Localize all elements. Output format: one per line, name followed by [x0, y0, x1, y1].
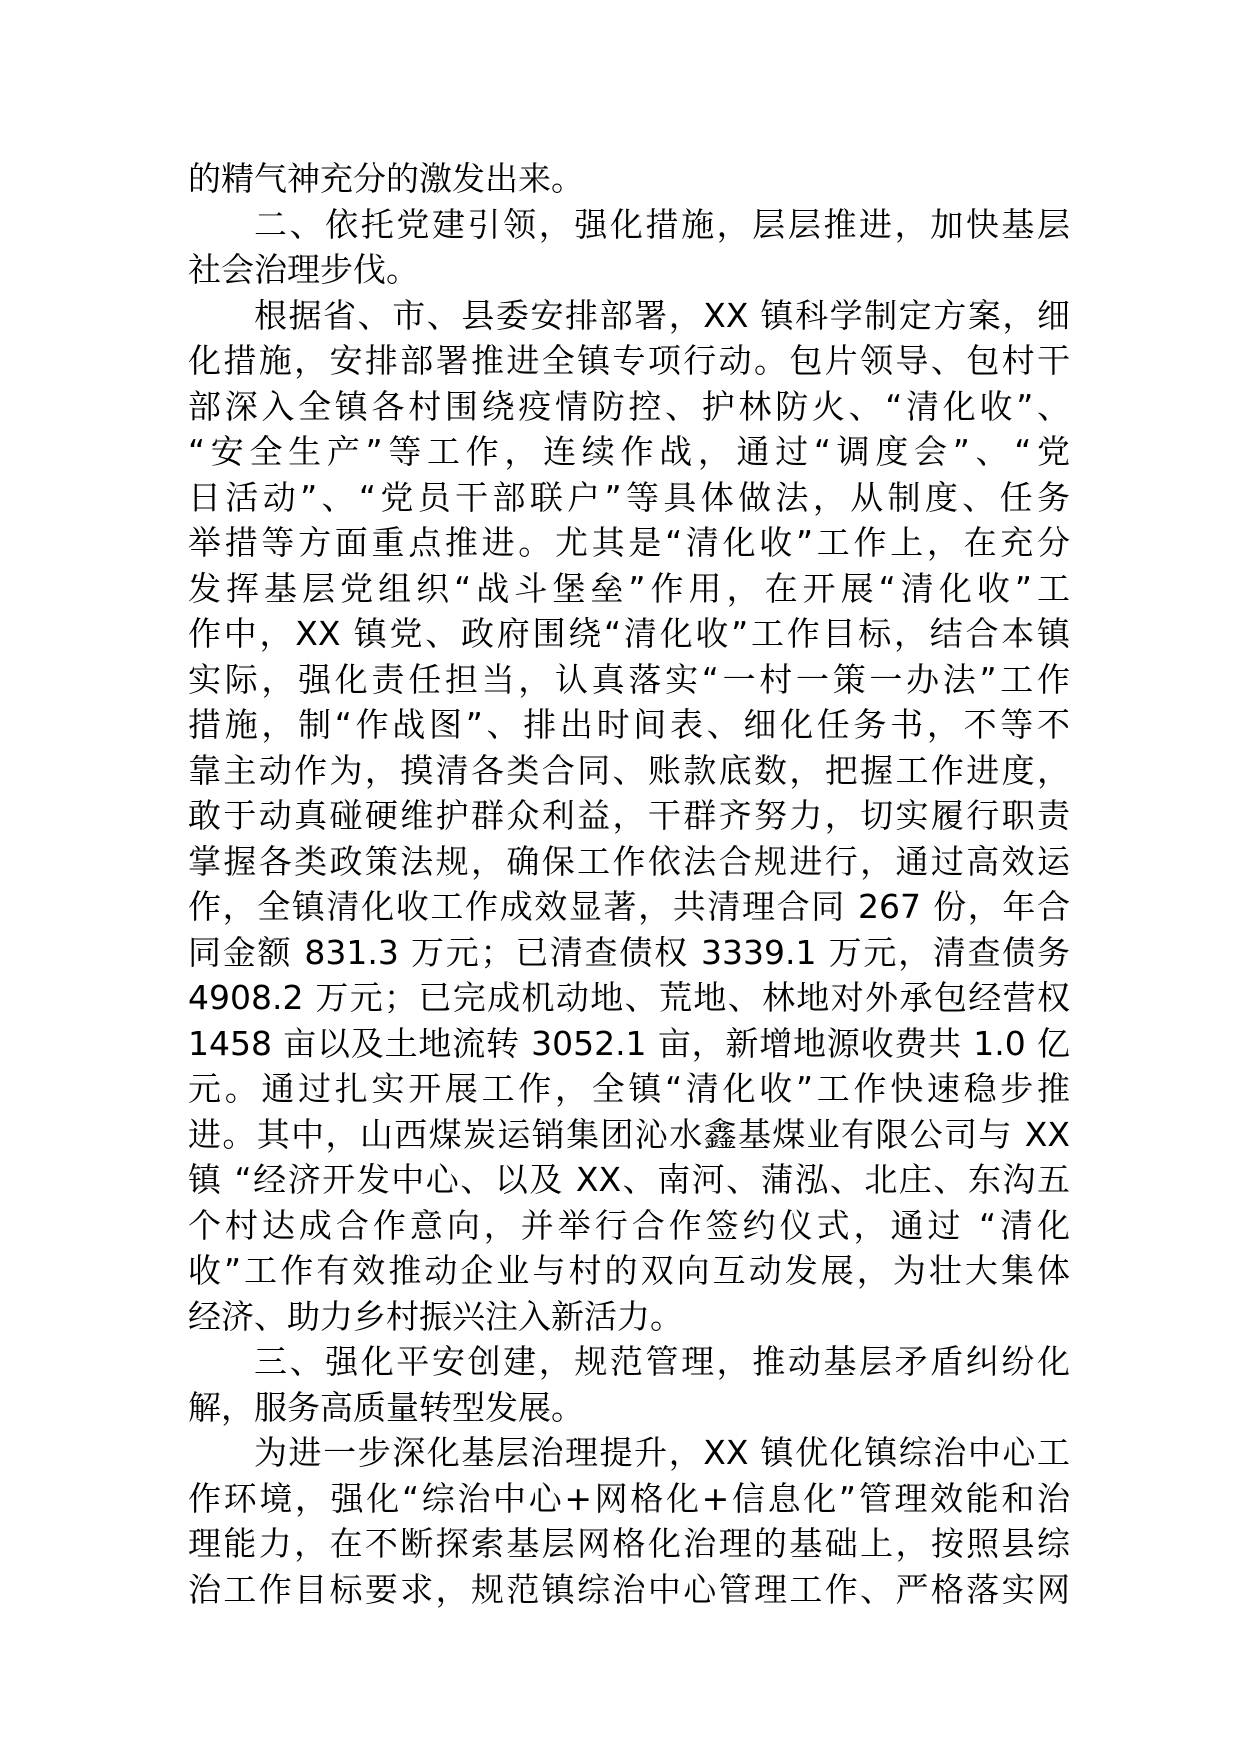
- text-line: “安全生产”等工作，连续作战，通过“调度会”、“党: [188, 432, 1070, 471]
- text-line: 经济、助力乡村振兴注入新活力。: [188, 1296, 683, 1336]
- text-line: 解，服务高质量转型发展。: [188, 1387, 584, 1427]
- text-line: 收”工作有效推动企业与村的双向互动发展，为壮大集体: [188, 1251, 1070, 1290]
- text-line: 4908.2 万元；已完成机动地、荒地、林地对外承包经营权: [188, 978, 1070, 1017]
- text-line: 二、依托党建引领，强化措施，层层推进，加快基层: [254, 204, 1070, 244]
- text-line: 靠主动作为，摸清各类合同、账款底数，把握工作进度，: [188, 750, 1070, 790]
- document-body-text: [188, 156, 1070, 1612]
- text-line: 社会治理步伐。: [188, 250, 419, 289]
- text-line: 治工作目标要求，规范镇综治中心管理工作、严格落实网: [188, 1569, 1070, 1609]
- text-line: 作，全镇清化收工作成效显著，共清理合同 267 份，年合: [188, 887, 1070, 926]
- text-line: 根据省、市、县委安排部署，XX 镇科学制定方案，细: [254, 295, 1070, 335]
- text-line: 措施，制“作战图”、排出时间表、细化任务书，不等不: [188, 705, 1070, 744]
- text-line: 个村达成合作意向，并举行合作签约仪式，通过 “清化: [188, 1205, 1070, 1245]
- text-line: 作中，XX 镇党、政府围绕“清化收”工作目标，结合本镇: [188, 614, 1070, 653]
- text-line: 化措施，安排部署推进全镇专项行动。包片领导、包村干: [188, 341, 1070, 380]
- text-line: 掌握各类政策法规，确保工作依法合规进行，通过高效运: [188, 841, 1070, 881]
- text-line: 实际，强化责任担当，认真落实“一村一策一办法”工作: [188, 659, 1070, 699]
- text-line: 同金额 831.3 万元；已清查债权 3339.1 万元，清查债务: [188, 932, 1070, 972]
- text-line: 日活动”、“党员干部联户”等具体做法，从制度、任务: [188, 477, 1070, 517]
- text-line: 部深入全镇各村围绕疫情防控、护林防火、“清化收”、: [188, 386, 1070, 426]
- text-line: 作环境，强化“综治中心+网格化+信息化”管理效能和治: [188, 1478, 1070, 1518]
- text-line: 敢于动真碰硬维护群众利益，干群齐努力，切实履行职责: [188, 796, 1070, 835]
- text-line: 进。其中，山西煤炭运销集团沁水鑫基煤业有限公司与 XX: [188, 1114, 1070, 1154]
- text-line: 发挥基层党组织“战斗堡垒”作用，在开展“清化收”工: [188, 568, 1070, 608]
- text-line: 理能力，在不断探索基层网格化治理的基础上，按照县综: [188, 1524, 1070, 1563]
- text-line: 为进一步深化基层治理提升，XX 镇优化镇综治中心工: [254, 1433, 1070, 1472]
- text-line: 镇 “经济开发中心、以及 XX、南河、蒲泓、北庄、东沟五: [188, 1160, 1070, 1199]
- text-line: 的精气神充分的激发出来。: [188, 159, 584, 198]
- text-line: 举措等方面重点推进。尤其是“清化收”工作上，在充分: [188, 523, 1070, 562]
- text-line: 元。通过扎实开展工作，全镇“清化收”工作快速稳步推: [188, 1069, 1070, 1108]
- text-line: 1458 亩以及土地流转 3052.1 亩，新增地源收费共 1.0 亿: [188, 1023, 1070, 1063]
- text-line: 三、强化平安创建，规范管理，推动基层矛盾纠纷化: [254, 1342, 1070, 1381]
